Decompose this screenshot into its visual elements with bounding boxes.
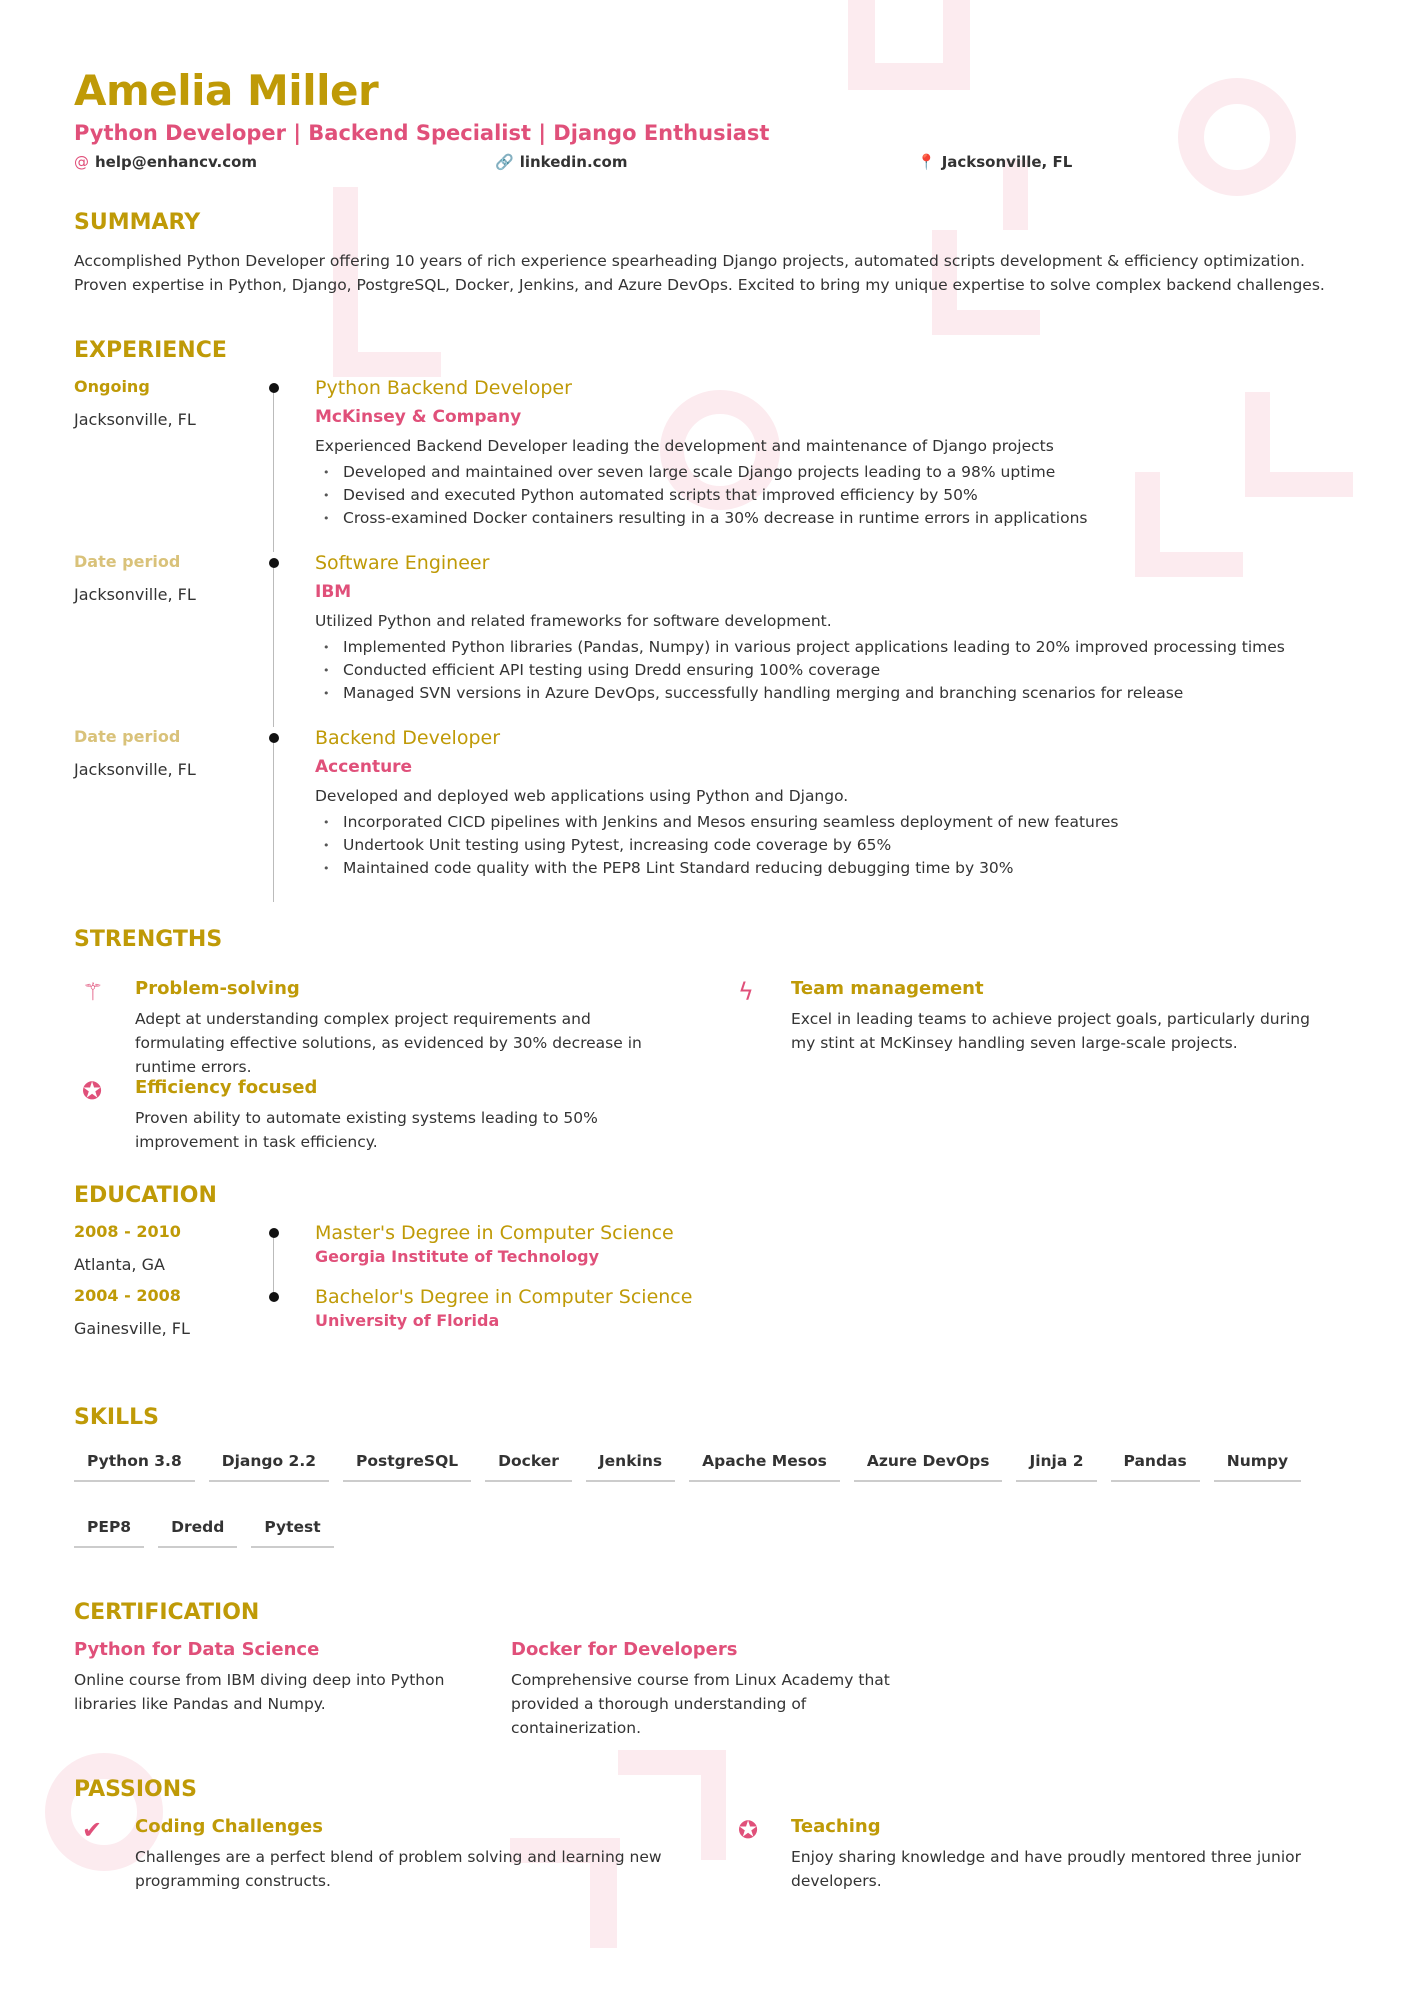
job-title: Python Backend Developer xyxy=(315,377,572,399)
entry-date: 2004 - 2008 xyxy=(74,1286,181,1305)
experience-section xyxy=(74,338,1350,902)
entry-location: Gainesville, FL xyxy=(74,1319,190,1338)
passion-item xyxy=(74,1816,674,1893)
certification-section xyxy=(74,1600,1350,1737)
passion-text: Enjoy sharing knowledge and have proudly mentored three junior developers. xyxy=(791,1848,1301,1890)
achievement-bullet: • Cross-examined Docker containers resulting in a 30% decrease in runtime errors in applications xyxy=(315,507,1350,530)
skill-tag: PEP8 xyxy=(74,1510,144,1548)
candidate-name: Amelia Miller xyxy=(74,66,379,115)
achievement-bullet: • Developed and maintained over seven large scale Django projects leading to a 98% uptime xyxy=(315,461,1350,484)
experience-entry xyxy=(74,727,1350,902)
skills-section xyxy=(74,1405,1350,1562)
education-entry xyxy=(74,1222,1350,1286)
entry-date: Date period xyxy=(74,727,181,746)
timeline-dot xyxy=(269,1228,279,1238)
job-title: Backend Developer xyxy=(315,727,500,749)
company-name: IBM xyxy=(315,582,352,602)
timeline-dot xyxy=(269,558,279,568)
link-icon: 🔗 xyxy=(495,153,514,171)
skill-tag: Pandas xyxy=(1111,1444,1200,1482)
achievement-bullet: • Conducted efficient API testing using Dredd ensuring 100% coverage xyxy=(315,659,1350,682)
education-entry xyxy=(74,1286,1350,1350)
achievement-bullet: • Undertook Unit testing using Pytest, increasing code coverage by 65% xyxy=(315,834,1350,857)
achievement-bullet: • Managed SVN versions in Azure DevOps, successfully handling merging and branching scenarios for release xyxy=(315,682,1350,705)
job-title: Software Engineer xyxy=(315,552,490,574)
experience-entry xyxy=(74,377,1350,552)
lightning-icon: ϟ xyxy=(738,978,754,1006)
award-ribbon-icon: ✪ xyxy=(738,1816,759,1844)
skill-tag: Django 2.2 xyxy=(209,1444,329,1482)
linkedin-contact[interactable] xyxy=(495,153,627,171)
strength-text: Excel in leading teams to achieve project goals, particularly during my stint at McKinsey handling seven large-scale projects. xyxy=(791,1010,1310,1052)
entry-location: Atlanta, GA xyxy=(74,1255,165,1274)
certification-item xyxy=(74,1639,494,1716)
strength-title: Problem-solving xyxy=(135,978,300,999)
check-icon: ✔ xyxy=(82,1816,103,1844)
header xyxy=(74,66,1350,177)
job-description: Utilized Python and related frameworks for software development. xyxy=(315,612,832,630)
email-text: help@enhancv.com xyxy=(95,153,258,171)
passions-section xyxy=(74,1777,1350,1890)
strength-title: Team management xyxy=(791,978,984,999)
section-heading: STRENGTHS xyxy=(74,927,223,952)
strength-text: Proven ability to automate existing systems leading to 50% improvement in task efficiency. xyxy=(135,1109,598,1151)
skill-tag: Dredd xyxy=(158,1510,237,1548)
skill-tag: Jinja 2 xyxy=(1016,1444,1096,1482)
section-heading: EXPERIENCE xyxy=(74,338,227,363)
certification-item xyxy=(511,1639,911,1740)
company-name: McKinsey & Company xyxy=(315,407,522,427)
timeline-dot xyxy=(269,383,279,393)
skill-tag: Azure DevOps xyxy=(854,1444,1003,1482)
strength-text: Adept at understanding complex project requirements and formulating effective solutions, as evidenced by 30% decrease in runtime errors. xyxy=(135,1010,642,1076)
headline: Python Developer | Backend Specialist | Django Enthusiast xyxy=(74,121,770,145)
strength-title: Efficiency focused xyxy=(135,1077,318,1098)
company-name: Accenture xyxy=(315,757,413,777)
skill-tag: Jenkins xyxy=(586,1444,675,1482)
at-icon: @ xyxy=(74,153,89,171)
email-contact[interactable] xyxy=(74,153,257,171)
entry-location: Jacksonville, FL xyxy=(74,760,196,779)
entry-date: 2008 - 2010 xyxy=(74,1222,181,1241)
entry-location: Jacksonville, FL xyxy=(74,585,196,604)
section-heading: SKILLS xyxy=(74,1405,159,1430)
section-heading: CERTIFICATION xyxy=(74,1600,260,1625)
certification-text: Online course from IBM diving deep into Python libraries like Pandas and Numpy. xyxy=(74,1671,445,1713)
strength-item xyxy=(730,978,1330,1055)
education-section xyxy=(74,1183,1350,1350)
achievement-bullet: • Implemented Python libraries (Pandas, Numpy) in various project applications leading to 20% improved processing times xyxy=(315,636,1350,659)
degree-title: Bachelor's Degree in Computer Science xyxy=(315,1286,693,1308)
entry-date: Date period xyxy=(74,552,181,571)
section-heading: SUMMARY xyxy=(74,210,201,235)
location-text: Jacksonville, FL xyxy=(941,153,1073,171)
achievement-bullet: • Maintained code quality with the PEP8 Lint Standard reducing debugging time by 30% xyxy=(315,857,1350,880)
magic-wand-icon: ⚚ xyxy=(82,978,104,1006)
strengths-section xyxy=(74,927,1350,1151)
award-ribbon-icon: ✪ xyxy=(82,1077,103,1105)
skill-tag: Python 3.8 xyxy=(74,1444,195,1482)
skill-tag: Numpy xyxy=(1214,1444,1301,1482)
skill-tag: PostgreSQL xyxy=(343,1444,471,1482)
degree-title: Master's Degree in Computer Science xyxy=(315,1222,674,1244)
section-heading: EDUCATION xyxy=(74,1183,217,1208)
summary-text: Accomplished Python Developer offering 10 years of rich experience spearheading Django projects, automated scripts development & efficiency optimization. Proven expertise in Python, Django, PostgreSQL, Docker, Jenkins, and Azure DevOps. Excited to bring my unique expertise to solve complex backend challenges. xyxy=(74,252,1325,294)
linkedin-text: linkedin.com xyxy=(519,153,628,171)
experience-entry xyxy=(74,552,1350,727)
skill-tag: Apache Mesos xyxy=(689,1444,840,1482)
timeline-dot xyxy=(269,733,279,743)
strength-item xyxy=(74,978,674,1079)
summary-section xyxy=(74,210,1350,297)
timeline-line xyxy=(273,562,274,727)
timeline-dot xyxy=(269,1292,279,1302)
certification-title: Docker for Developers xyxy=(511,1639,738,1660)
job-description: Developed and deployed web applications using Python and Django. xyxy=(315,787,849,805)
achievement-bullet: • Incorporated CICD pipelines with Jenkins and Mesos ensuring seamless deployment of new features xyxy=(315,811,1350,834)
skill-tag: Pytest xyxy=(251,1510,333,1548)
school-name: Georgia Institute of Technology xyxy=(315,1247,600,1266)
skill-tag: Docker xyxy=(485,1444,572,1482)
passion-title: Coding Challenges xyxy=(135,1816,323,1837)
entry-location: Jacksonville, FL xyxy=(74,410,196,429)
job-description: Experienced Backend Developer leading the development and maintenance of Django projects xyxy=(315,437,1054,455)
passion-item xyxy=(730,1816,1330,1893)
location-pin-icon: 📍 xyxy=(917,153,936,171)
timeline-line xyxy=(273,387,274,552)
certification-text: Comprehensive course from Linux Academy that provided a thorough understanding of containerization. xyxy=(511,1671,890,1737)
location-contact xyxy=(917,153,1072,171)
timeline-line xyxy=(273,737,274,902)
achievement-bullet: • Devised and executed Python automated scripts that improved efficiency by 50% xyxy=(315,484,1350,507)
entry-date: Ongoing xyxy=(74,377,150,396)
passion-title: Teaching xyxy=(791,1816,881,1837)
section-heading: PASSIONS xyxy=(74,1777,197,1802)
strength-item xyxy=(74,1077,674,1154)
passion-text: Challenges are a perfect blend of problem solving and learning new programming constructs. xyxy=(135,1848,662,1890)
skill-tags xyxy=(74,1444,1334,1562)
certification-title: Python for Data Science xyxy=(74,1639,320,1660)
school-name: University of Florida xyxy=(315,1311,500,1330)
